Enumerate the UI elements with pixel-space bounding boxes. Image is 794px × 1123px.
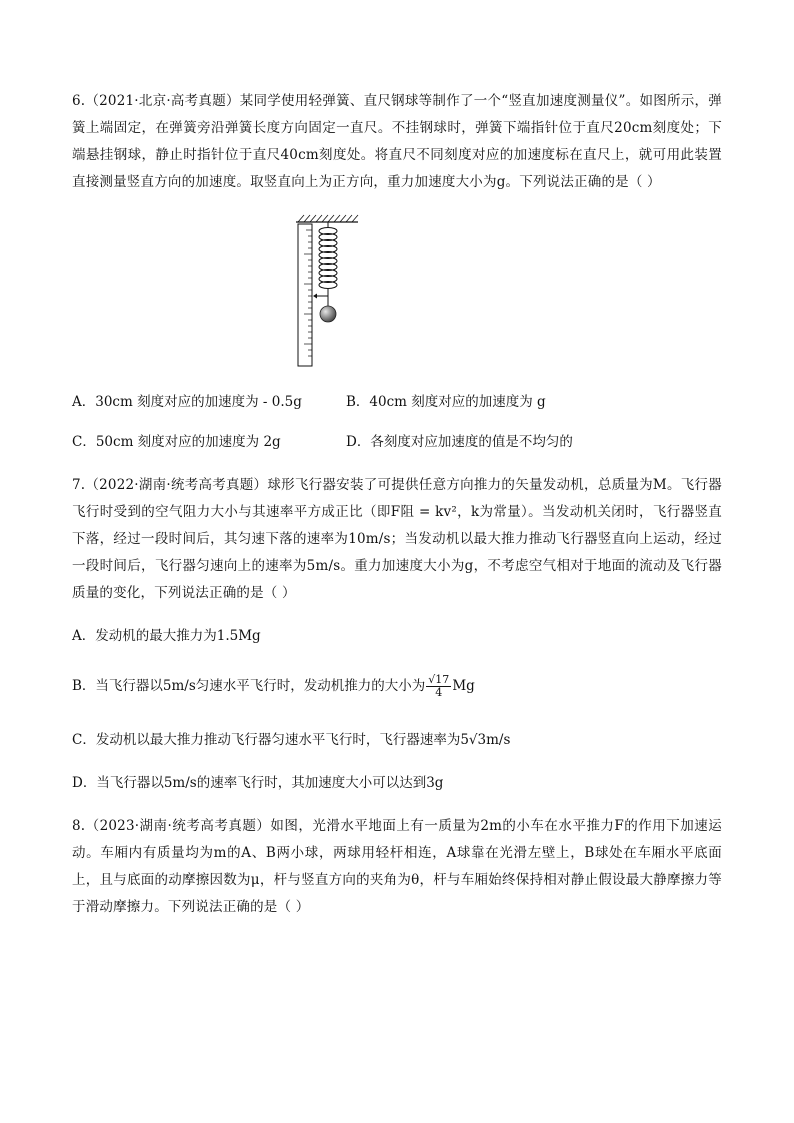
q7-option-b-text: B．当飞行器以5m/s匀速水平飞行时，发动机推力的大小为 [72,678,426,694]
q7-option-d[interactable]: D．当飞行器以5m/s的速率飞行时，其加速度大小可以达到3g [72,775,444,791]
fraction-numerator: √17 [428,673,450,686]
q6-option-a[interactable]: A．30cm 刻度对应的加速度为 - 0.5g [72,394,302,410]
q6-option-c[interactable]: C．50cm 刻度对应的加速度为 2g [72,434,281,450]
q6-option-b[interactable]: B．40cm 刻度对应的加速度为 g [346,394,546,410]
question-7-text: 7.（2022·湖南·统考高考真题）球形飞行器安装了可提供任意方向推力的矢量发动机，总质量为M。飞行器飞行时受到的空气阻力大小与其速率平方成正比（即F阻 = kv²，k为常量）。当发动机关闭时，飞行器竖直下落，经过一段时间后，其匀速下落的速率为10m/s；当发动机以最大推力推动飞行器竖直向上运动，经过一段时间后，飞行器匀速向上的速率为5m/s。重力加速度大小为g，不考虑空气相对于地面的流动及飞行器质量的变化，下列说法正确的是（ ） [72,477,722,601]
q7-option-b-unit: Mg [452,678,475,694]
q7-option-c[interactable]: C．发动机以最大推力推动飞行器匀速水平飞行时，飞行器速率为5√3m/s [72,732,511,748]
q7-option-a[interactable]: A．发动机的最大推力为1.5Mg [72,628,261,644]
q7-option-b[interactable] [72,674,475,699]
question-8-text: 8.（2023·湖南·统考高考真题）如图，光滑水平地面上有一质量为2m的小车在水平推力F的作用下加速运动。车厢内有质量均为m的A、B两小球，两球用轻杆相连，A球靠在光滑左壁上，B球处在车厢水平底面上，且与底面的动摩擦因数为μ，杆与竖直方向的夹角为θ，杆与车厢始终保持相对静止假设最大静摩擦力等于滑动摩擦力。下列说法正确的是（ ） [72,818,722,915]
q6-option-d[interactable]: D．各刻度对应加速度的值是不均匀的 [346,434,573,450]
sqrt17-over-4-fraction [426,674,451,699]
spring-ruler-figure [296,214,436,374]
fraction-denominator: 4 [435,686,443,699]
question-6-text: 6.（2021·北京·高考真题）某同学使用轻弹簧、直尺钢球等制作了一个“竖直加速度测量仪”。如图所示，弹簧上端固定，在弹簧旁沿弹簧长度方向固定一直尺。不挂钢球时，弹簧下端指针位于直尺20cm刻度处；下端悬挂钢球，静止时指针位于直尺40cm刻度处。将直尺不同刻度对应的加速度标在直尺上，就可用此装置直接测量竖直方向的加速度。取竖直向上为正方向，重力加速度大小为g。下列说法正确的是（ ） [72,93,722,190]
